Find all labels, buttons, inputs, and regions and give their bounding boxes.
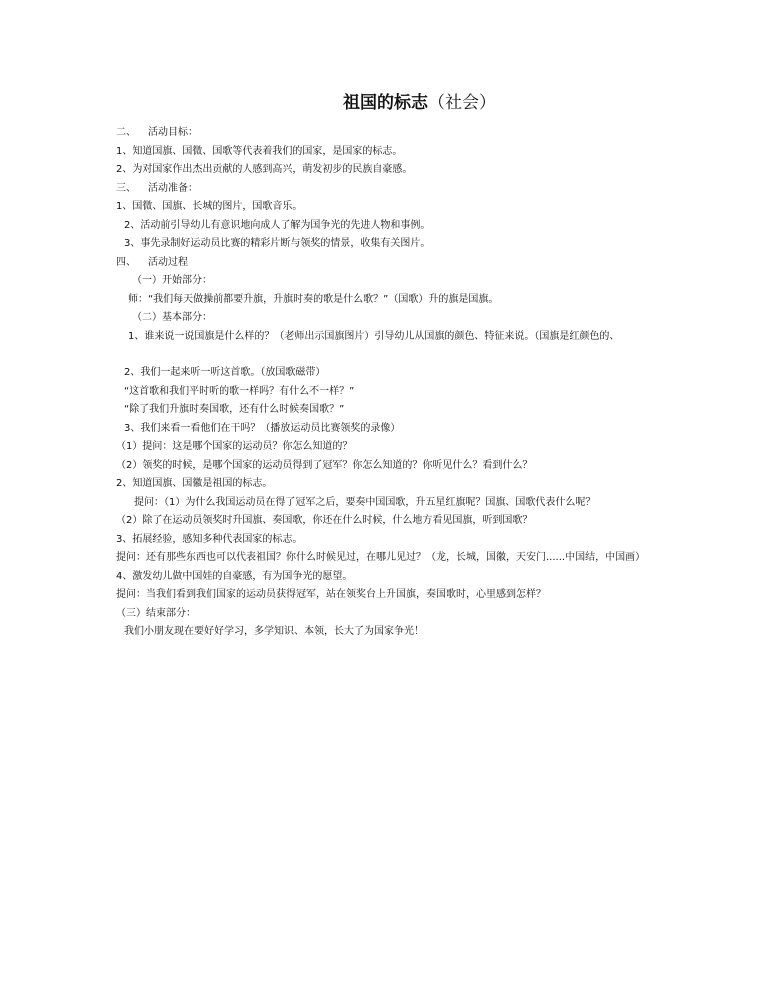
section-heading-preparation: [116, 180, 656, 199]
basic-question: “除了我们升旗时奏国歌，还有什么时候奏国歌？”: [124, 404, 345, 415]
goal-item-2: 2、为对国家作出杰出贡献的人感到高兴，萌发初步的民族自豪感。: [116, 164, 413, 175]
section-heading-process: [116, 254, 656, 273]
knowledge-question: 提问：还有那些东西也可以代表祖国？你什么时候见过，在哪儿见过？（龙，长城，国徽，天安门......中国结，中国画）: [116, 552, 646, 563]
knowledge-item-2: 2、知道国旗、国徽是祖国的标志。: [116, 478, 273, 489]
section-number: 三、: [116, 182, 136, 194]
section-label: 活动准备：: [148, 182, 198, 194]
title-sub: （社会）: [428, 93, 496, 113]
part-heading-end: （三）结束部分：: [116, 607, 196, 619]
knowledge-item-4: 4、激发幼儿做中国娃的自豪感，有为国争光的愿望。: [116, 570, 353, 582]
prep-item-3: 3、事先录制好运动员比赛的精彩片断与领奖的情景，收集有关图片。: [124, 238, 431, 249]
part-start-text: 师：“我们每天做操前都要升旗，升旗时奏的歌是什么歌？”（国歌）升的旗是国旗。: [128, 293, 499, 305]
basic-item-1: 1、谁来说一说国旗是什么样的？（老师出示国旗图片）引导幼儿从国旗的颜色、特征来说。（国旗是红颜色的、: [128, 330, 620, 342]
section-heading-goals: [116, 124, 656, 143]
section-number: 二、: [116, 127, 136, 138]
knowledge-item-3: 3、拓展经验，感知多种代表国家的标志。: [116, 533, 303, 545]
basic-item-2: 2、我们一起来听一听这首歌。（放国歌磁带）: [124, 367, 326, 378]
knowledge-question: （2）除了在运动员领奖时升国旗、奏国歌，你还在什么时候，什么地方看见国旗，听到国歌？: [116, 515, 533, 526]
knowledge-question: 提问：当我们看到我们国家的运动员获得冠军，站在领奖台上升国旗，奏国歌时，心里感到怎样？: [116, 589, 546, 600]
section-number: 四、: [116, 256, 136, 268]
prep-item-1: 1、国微、国旗、长城的图片，国歌音乐。: [116, 201, 303, 212]
section-label: 活动目标：: [148, 127, 198, 138]
basic-question: “这首歌和我们平时听的歌一样吗？有什么不一样？”: [124, 385, 355, 397]
end-text: 我们小朋友现在要好好学习，多学知识、本领，长大了为国家争光！: [124, 626, 424, 637]
title-main: 祖国的标志: [343, 93, 428, 113]
goal-item-1: 1、知道国旗、国微、国歌等代表着我们的国家，是国家的标志。: [116, 145, 403, 157]
knowledge-question: 提问：（1）为什么我国运动员在得了冠军之后，要奏中国国歌，升五星红旗呢？国旗、国歌代表什么呢？: [134, 496, 596, 508]
blank-line: [116, 346, 656, 364]
part-heading-basic: （二）基本部分：: [132, 312, 212, 323]
basic-item-3: 3、我们来看一看他们在干吗？（播放运动员比赛领奖的录像）: [124, 422, 401, 434]
basic-question: （1）提问：这是哪个国家的运动员？你怎么知道的？: [116, 441, 353, 452]
part-heading-start: （一）开始部分：: [132, 275, 212, 286]
basic-question: （2）领奖的时候，是哪个国家的运动员得到了冠军？你怎么知道的？你听见什么？看到什么？: [116, 459, 533, 471]
document-page: [116, 92, 656, 642]
prep-item-2: 2、活动前引导幼儿有意识地向成人了解为国争光的先进人物和事例。: [124, 219, 431, 231]
section-label: 活动过程: [148, 256, 188, 268]
document-title: [343, 92, 656, 122]
